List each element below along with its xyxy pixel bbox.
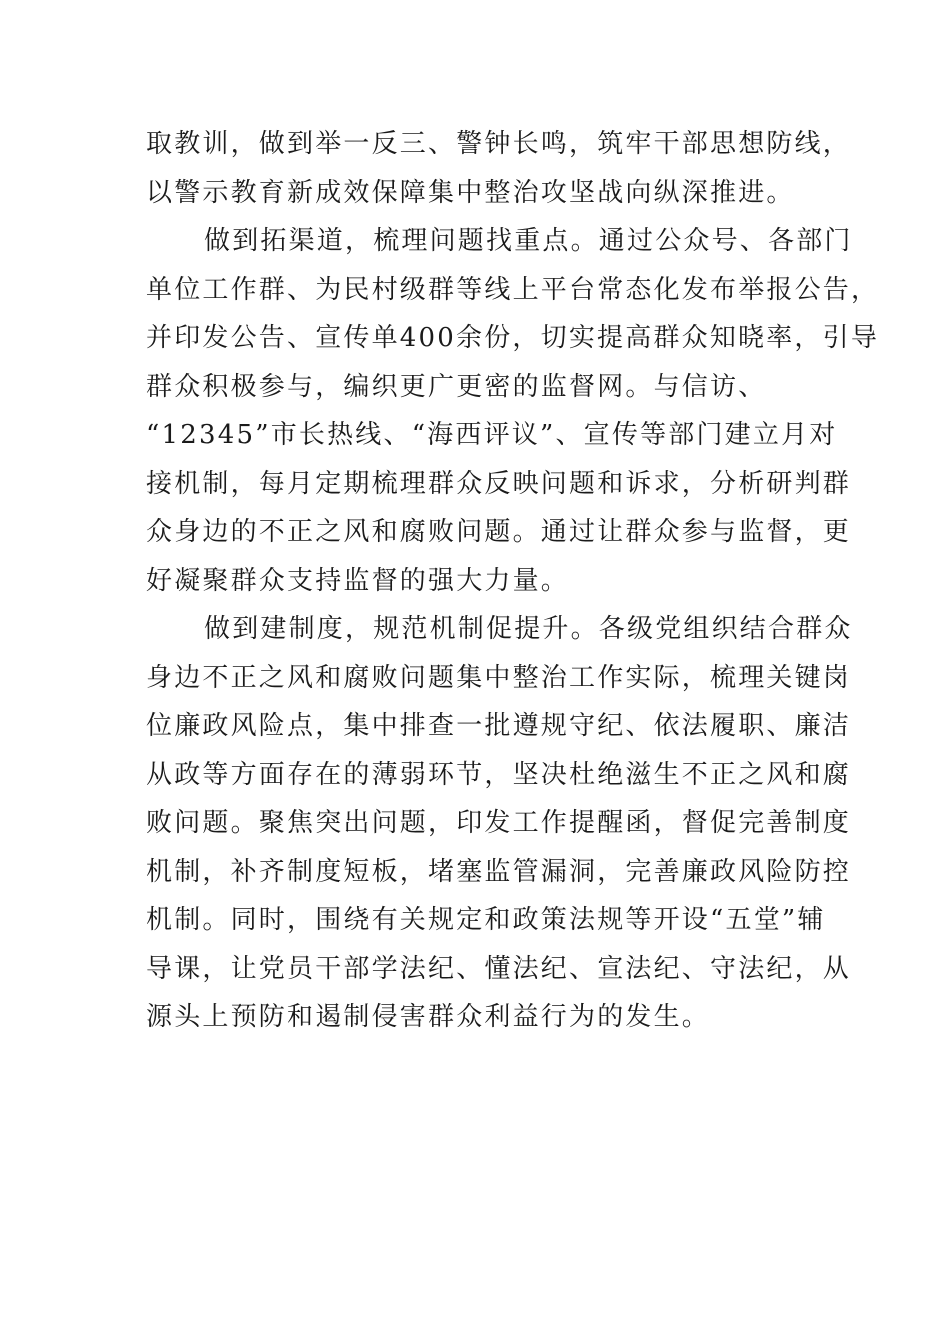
text-line: 取教训，做到举一反三、警钟长鸣，筑牢干部思想防线， <box>146 129 852 159</box>
paragraph-start-line: 做到建制度，规范机制促提升。各级党组织结合群众 <box>204 614 853 644</box>
text-line: 单位工作群、为民村级群等线上平台常态化发布举报公告， <box>146 274 880 305</box>
text-line: 接机制，每月定期梳理群众反映问题和诉求，分析研判群 <box>146 468 852 499</box>
text-line: 并印发公告、宣传单400余份，切实提高群众知晓率，引导 <box>146 323 880 353</box>
text-line: 位廉政风险点，集中排查一批遵规守纪、依法履职、廉洁 <box>146 711 852 741</box>
text-line: 导课，让党员干部学法纪、懂法纪、宣法纪、守法纪，从 <box>146 953 852 984</box>
text-line: 败问题。聚焦突出问题，印发工作提醒函，督促完善制度 <box>146 808 852 838</box>
text-line: 机制，补齐制度短板，堵塞监管漏洞，完善廉政风险防控 <box>146 856 852 887</box>
text-line: 以警示教育新成效保障集中整治攻坚战向纵深推进。 <box>146 177 795 208</box>
text-line: 身边不正之风和腐败问题集中整治工作实际，梳理关键岗 <box>146 662 852 693</box>
body-text <box>146 120 880 1042</box>
text-line: 群众积极参与，编织更广更密的监督网。与信访、 <box>146 371 767 402</box>
text-line: “12345”市长热线、“海西评议”、宣传等部门建立月对 <box>146 420 838 450</box>
text-line: 众身边的不正之风和腐败问题。通过让群众参与监督，更 <box>146 517 852 547</box>
text-line: 从政等方面存在的薄弱环节，坚决杜绝滋生不正之风和腐 <box>146 759 852 790</box>
text-line: 机制。同时，围绕有关规定和政策法规等开设“五堂”辅 <box>146 905 826 935</box>
paragraph-start-line: 做到拓渠道，梳理问题找重点。通过公众号、各部门 <box>204 226 853 256</box>
text-line: 好凝聚群众支持监督的强大力量。 <box>146 565 570 596</box>
text-line: 源头上预防和遏制侵害群众利益行为的发生。 <box>146 1002 711 1032</box>
